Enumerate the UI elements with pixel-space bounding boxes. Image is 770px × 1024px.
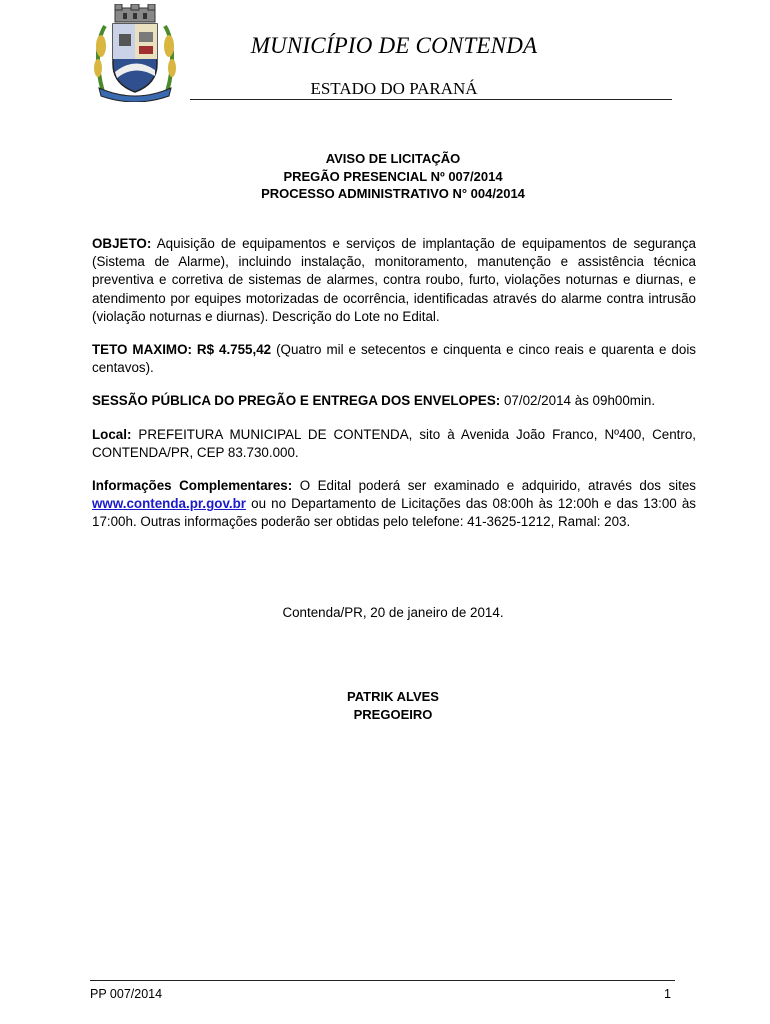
auction-number: PREGÃO PRESENCIAL Nº 007/2014 xyxy=(283,168,503,184)
signatory-role: PREGOEIRO xyxy=(353,706,433,722)
footer-reference: PP 007/2014 xyxy=(90,987,163,1001)
page-number: 1 xyxy=(664,987,671,1001)
objeto-label: OBJETO: xyxy=(92,236,152,251)
process-number: PROCESSO ADMINISTRATIVO N° 004/2014 xyxy=(261,186,525,201)
notice-title: AVISO DE LICITAÇÃO xyxy=(325,151,461,166)
info-text-2: ou no Departamento de Licitações das 08:00h às 12:00h e das 13:00 às 17:00h. Outras informações poderão ser obtidas pelo telefone: 41-3625-1212, Ramal: 203. xyxy=(92,496,696,530)
objeto-paragraph xyxy=(92,235,696,326)
signatory-name: PATRIK ALVES xyxy=(347,689,439,704)
sessao-text: 07/02/2014 às 09h00min. xyxy=(500,393,656,409)
municipality-title: MUNICÍPIO DE CONTENDA xyxy=(250,33,538,58)
teto-paragraph xyxy=(92,341,696,377)
local-paragraph xyxy=(92,426,696,462)
sessao-paragraph xyxy=(92,392,696,410)
teto-label: TETO MAXIMO: R$ 4.755,42 xyxy=(92,342,272,358)
info-text-1: O Edital poderá ser examinado e adquirido, através dos sites xyxy=(292,478,697,494)
header-divider xyxy=(190,99,672,100)
info-label: Informações Complementares: xyxy=(92,478,293,494)
letterhead xyxy=(0,0,770,110)
teto-text: (Quatro mil e setecentos e cinquenta e cinco reais e quarenta e dois centavos). xyxy=(92,342,696,376)
local-text: PREFEITURA MUNICIPAL DE CONTENDA, sito à Avenida João Franco, Nº400, Centro, CONTENDA/PR, CEP 83.730.000. xyxy=(92,426,696,460)
objeto-text: Aquisição de equipamentos e serviços de implantação de equipamentos de segurança (Sistema de Alarme), incluindo instalação, monitoramento, manutenção e assistência técnica preventiva e corretiva de sistemas de alarmes, contra roubo, furto, violações noturnas e diurnas, e atendimento por equipes motorizadas de ocorrência, identificadas através do alarme contra intrusão (violação noturnas e diurnas). Descrição do Lote no Edital. xyxy=(92,236,696,324)
sessao-label: SESSÃO PÚBLICA DO PREGÃO E ENTREGA DOS ENVELOPES: xyxy=(92,393,501,409)
website-link[interactable]: www.contenda.pr.gov.br xyxy=(92,496,247,512)
notice-titles xyxy=(90,150,696,203)
date-line: Contenda/PR, 20 de janeiro de 2014. xyxy=(282,605,504,620)
signature-block xyxy=(90,688,696,723)
footer-divider xyxy=(90,980,675,981)
state-title: ESTADO DO PARANÁ xyxy=(310,79,478,98)
info-paragraph xyxy=(92,477,696,532)
notice-body xyxy=(92,235,696,547)
local-label: Local: xyxy=(92,426,132,442)
